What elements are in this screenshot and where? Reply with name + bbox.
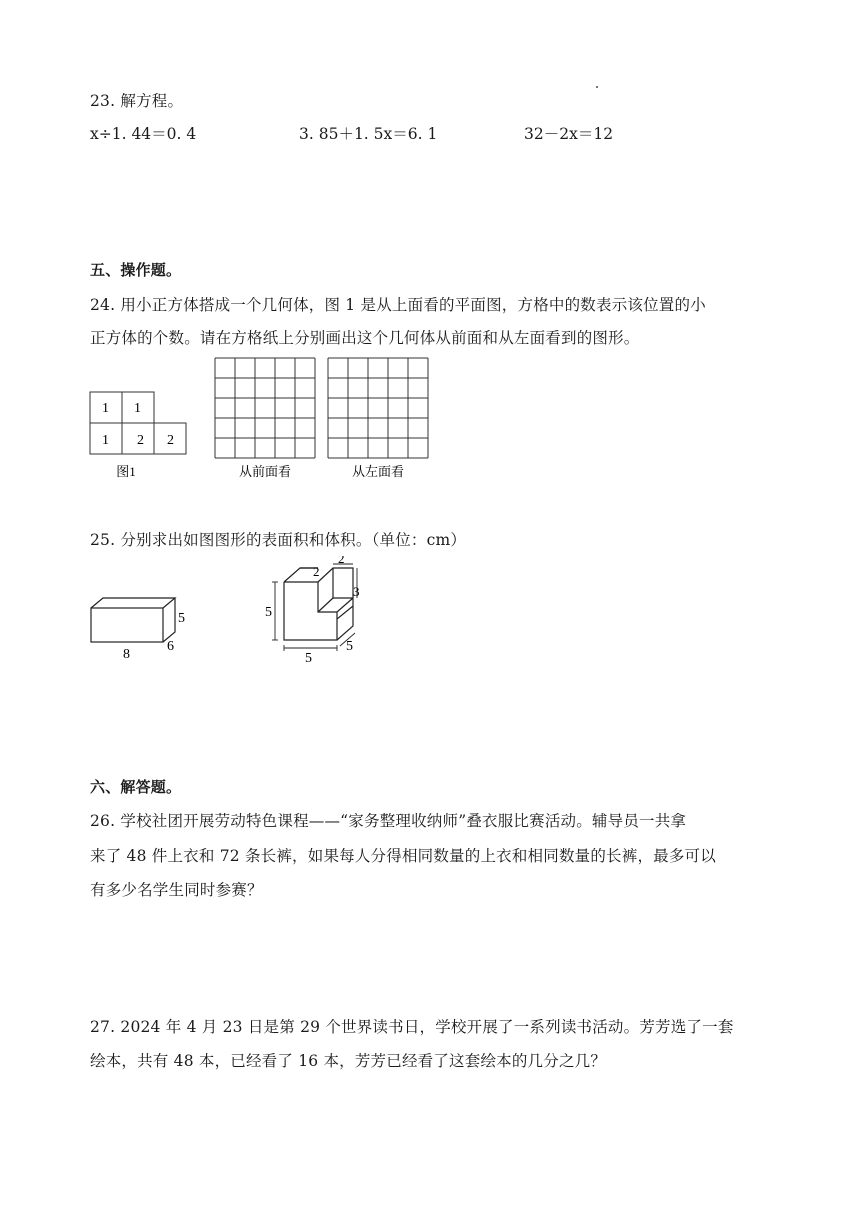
stray-dot — [596, 86, 598, 88]
q24-figures — [85, 352, 445, 487]
cell-number: 1 — [102, 401, 109, 416]
cube-length-label: 5 — [305, 651, 312, 666]
cube-width-label: 5 — [346, 639, 353, 654]
cuboid-length-label: 8 — [123, 647, 130, 662]
q26-line1: 26. 学校社团开展劳动特色课程——“家务整理收纳师”叠衣服比赛活动。辅导员一共拿 — [90, 812, 687, 830]
q26-line2: 来了 48 件上衣和 72 条长裤，如果每人分得相同数量的上衣和相同数量的长裤，最多可以 — [90, 847, 716, 865]
caption-front-view: 从前面看 — [238, 464, 292, 479]
q27-line1: 27. 2024 年 4 月 23 日是第 29 个世界读书日，学校开展了一系列读书活动。芳芳选了一套 — [90, 1018, 734, 1036]
q23-title: 23. 解方程。 — [90, 92, 184, 110]
section-6-heading: 六、解答题。 — [90, 778, 182, 796]
q25-text: 25. 分别求出如图图形的表面积和体积。（单位：cm） — [90, 531, 467, 549]
cuboid-height-label: 5 — [178, 611, 185, 626]
cell-number: 1 — [102, 433, 109, 448]
left-view-grid — [328, 358, 428, 458]
cube-height-label: 5 — [265, 605, 272, 620]
front-view-grid — [215, 358, 315, 458]
caption-fig1: 图1 — [116, 464, 136, 479]
equation-3: 32－2x＝12 — [524, 125, 614, 143]
q24-line1: 24. 用小正方体搭成一个几何体，图 1 是从上面看的平面图，方格中的数表示该位置的小 — [90, 296, 706, 314]
q27-line2: 绘本，共有 48 本，已经看了 16 本，芳芳已经看了这套绘本的几分之几？ — [90, 1052, 607, 1070]
notch-width-label: 2 — [338, 556, 345, 566]
caption-left-view: 从左面看 — [351, 464, 405, 479]
notch-depth-label: 2 — [313, 564, 320, 579]
q25-figures — [85, 556, 385, 666]
section-5-heading: 五、操作题。 — [90, 261, 182, 279]
cuboid-figure — [91, 598, 175, 642]
equation-2: 3. 85＋1. 5x＝6. 1 — [299, 125, 438, 143]
q26-line3: 有多少名学生同时参赛？ — [90, 881, 263, 899]
notch-height-label: 3 — [353, 584, 360, 599]
cell-number: 2 — [137, 433, 144, 448]
equation-1: x÷1. 44＝0. 4 — [90, 125, 197, 143]
cuboid-width-label: 6 — [167, 639, 174, 654]
cell-number: 2 — [167, 433, 174, 448]
cell-number: 1 — [134, 401, 141, 416]
q24-line2: 正方体的个数。请在方格纸上分别画出这个几何体从前面和从左面看到的图形。 — [90, 329, 640, 347]
